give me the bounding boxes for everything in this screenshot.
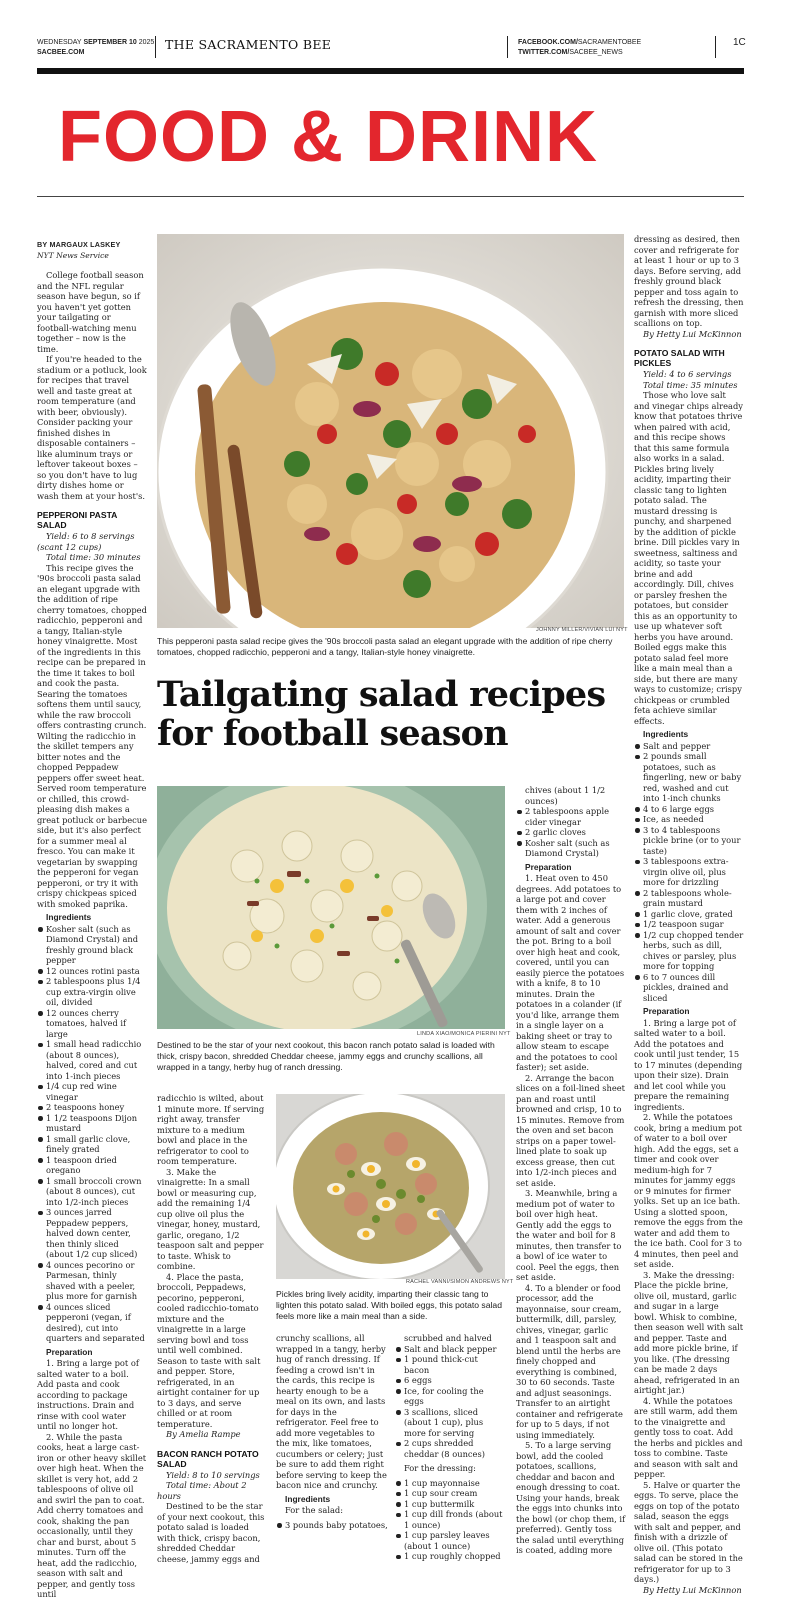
ingredient: 1/4 cup red wine vinegar xyxy=(37,1081,147,1102)
recipe-yield: Yield: 8 to 10 servings xyxy=(166,1469,260,1480)
ingredient: Ice, for cooling the eggs xyxy=(395,1386,505,1407)
ingredient: 6 to 7 ounces dill pickles, drained and sliced xyxy=(634,972,744,1004)
pasta-salad-photo xyxy=(157,234,624,628)
ingredient: 1 small garlic clove, finely grated xyxy=(37,1134,147,1155)
recipe-credit: By Amelia Rampe xyxy=(166,1429,241,1439)
ranch-photo-credit: LINDA XIAO/MONICA PIERINI NYT xyxy=(417,1031,511,1037)
prep-step: 4. While the potatoes are still warm, add them to the vinaigrette and gently toss to coat. Add the herbs and pickles and toss to combine. Taste and season with salt and pepper. xyxy=(634,1395,743,1479)
pickle-photo-caption: Pickles bring lively acidity, imparting their classic tang to lighten this potato salad. With boiled eggs, this potato salad feels more like a main meal than a side. xyxy=(276,1289,502,1321)
article-column-6 xyxy=(634,234,744,1595)
ingredients-list xyxy=(276,1520,388,1531)
ingredient: 1 cup mayonnaise xyxy=(395,1478,505,1489)
ingredient: 3 pounds baby potatoes, xyxy=(276,1520,388,1531)
prep-step: 3. Meanwhile, bring a medium pot of water to boil over high heat. Gently add the eggs to the water and boil for 8 minutes, then transfer to a bowl of ice water to cool. Peel the eggs, then set aside. xyxy=(516,1188,622,1282)
prep-step: 2. While the pasta cooks, heat a large cast-iron or other heavy skillet over high heat. When the skillet is very hot, add 2 tablespoons of olive oil and swirl the pan to coat. Add cherry tomatoes and cook, shaking the pan occasionally, until they char and burst, about 5 minutes. Turn off the heat, add the radicchio, season with salt and pepper, and gently toss until xyxy=(37,1431,147,1599)
prep-step: 3. Make the vinaigrette: In a small bowl or measuring cup, add the remaining 1/4 cup olive oil plus the vinegar, honey, mustard, garlic, oregano, 1/2 teaspoon salt and pepper to taste. Whisk to combine. xyxy=(157,1166,264,1271)
dressing-list xyxy=(516,806,626,859)
article-column-4 xyxy=(395,1333,505,1562)
recipe-title-pepperoni: PEPPERONI PASTA SALAD xyxy=(37,510,118,530)
prep-step: 1. Bring a large pot of salted water to a boil. Add pasta and cook according to package instructions. Drain and rinse with cool water until no longer hot. xyxy=(37,1358,139,1431)
preparation-heading: Preparation xyxy=(46,1346,93,1357)
intro-paragraph: College football season and the NFL regular season have begun, so if you haven't yet gotten your tailgating or football-watching menu together – now is the time. xyxy=(37,270,144,354)
ingredient: 2 teaspoons honey xyxy=(37,1102,147,1113)
recipe-title-potato-pickles: POTATO SALAD WITH PICKLES xyxy=(634,348,725,368)
for-dressing-label: For the dressing: xyxy=(404,1463,476,1473)
preparation-heading: Preparation xyxy=(643,1006,690,1016)
page-number: 1C xyxy=(733,37,746,48)
ingredient: 2 cups shredded cheddar (8 ounces) xyxy=(395,1438,505,1459)
ingredient: 1 cup roughly chopped xyxy=(395,1551,505,1562)
recipe-title-bacon-ranch: BACON RANCH POTATO SALAD xyxy=(157,1448,259,1469)
prep-step: 1. Bring a large pot of salted water to a boil. Add the potatoes and cook until just tender, 15 to 17 minutes (depending upon their size). Drain and let cool while you prepare the remaining ingredients. xyxy=(634,1017,743,1112)
prep-step: 5. To a large serving bowl, add the cooled potatoes, scallions, cheddar and bacon and enough dressing to coat. Using your hands, break the eggs into chunks into the bowl (or chop them, if preferred). Gently toss the salad until everything is coated, adding more xyxy=(516,1440,626,1555)
twitter-handle[interactable]: SACBEE_NEWS xyxy=(569,49,623,56)
ingredient: 12 ounces cherry tomatoes, halved if large xyxy=(37,1008,147,1040)
ingredient: 1 teaspoon dried oregano xyxy=(37,1155,147,1176)
prep-step: 2. While the potatoes cook, bring a medium pot of water to a boil over high. Add the eggs, set a timer and cook over medium-high for 7 minutes for jammy eggs or 9 minutes for firmer yolks. Set up an ice bath. Using a slotted spoon, remove the eggs from the water and add them to the ice bath. Cool for 3 to 4 minutes, then peel and set aside. xyxy=(634,1112,743,1269)
recipe-credit: By Hetty Lui McKinnon xyxy=(643,328,742,339)
dressing-list xyxy=(395,1478,505,1562)
recipe-time: Total time: About 2 hours xyxy=(157,1480,247,1501)
ingredient: 4 to 6 large eggs xyxy=(634,804,744,815)
prep-step: 4. Place the pasta, broccoli, Peppadews, pecorino, pepperoni, cooled radicchio-tomato mixture and the vinaigrette in a large serving bowl and toss until well combined. Season to taste with salt and pepper. Store, refrigerated, in an airtight container for up to 3 days, and serve chilled or at room temperature. xyxy=(157,1271,261,1429)
ingredient: Salt and black pepper xyxy=(395,1344,505,1355)
ingredient: 1 1/2 teaspoons Dijon mustard xyxy=(37,1113,147,1134)
article-column-5 xyxy=(516,785,626,1556)
ingredient: 2 garlic cloves xyxy=(516,827,626,838)
recipe-intro-continued: crunchy scallions, all wrapped in a tangy, herby hug of ranch dressing. If feeding a crowd isn't in the cards, this recipe is hearty enough to be a meal on its own, and lasts for days in the refrigerator. Feel free to add more vegetables to the mix, like tomatoes, cucumbers or celery; just be sure to add them right before serving to keep the bacon nice and crunchy. xyxy=(276,1333,387,1490)
ingredients-list xyxy=(395,1344,505,1460)
ingredient: 1/2 teaspoon sugar xyxy=(634,919,744,930)
ingredient: 2 tablespoons apple cider vinegar xyxy=(516,806,626,827)
twitter-link[interactable]: TWITTER.COM/ xyxy=(518,49,570,56)
ingredients-heading: Ingredients xyxy=(46,912,92,922)
ranch-potato-illustration xyxy=(157,786,505,1029)
facebook-handle[interactable]: SACRAMENTOBEE xyxy=(577,39,642,46)
header-divider xyxy=(155,36,156,58)
ingredient: 1 cup buttermilk xyxy=(395,1499,505,1510)
recipe-intro: Destined to be the star of your next cookout, this potato salad is loaded with thick, crispy bacon, shredded Cheddar cheese, jammy eggs and xyxy=(157,1501,265,1564)
ingredient: Kosher salt (such as Diamond Crystal) and freshly ground black pepper xyxy=(37,924,147,966)
article-column-2 xyxy=(157,1093,267,1564)
ingredient: 4 ounces pecorino or Parmesan, thinly shaved with a peeler, plus more for garnish xyxy=(37,1260,147,1302)
facebook-link[interactable]: FACEBOOK.COM/ xyxy=(518,39,578,46)
headline: Tailgating salad recipes for football season xyxy=(157,674,606,754)
weekday: WEDNESDAY xyxy=(37,39,82,46)
ingredient: 1 pound thick-cut bacon xyxy=(395,1354,505,1375)
ingredients-heading: Ingredients xyxy=(643,729,689,739)
byline-service: NYT News Service xyxy=(37,250,109,260)
ranch-potato-salad-photo xyxy=(157,786,505,1029)
ingredients-heading: Ingredients xyxy=(285,1493,331,1504)
recipe-time: Total time: 35 minutes xyxy=(643,379,738,390)
ingredient: 3 to 4 tablespoons pickle brine (or to your taste) xyxy=(634,825,744,857)
ingredient: 1 garlic clove, grated xyxy=(634,909,744,920)
ingredient: 1/2 cup chopped tender herbs, such as dill, chives or parsley, plus more for topping xyxy=(634,930,744,972)
ingredient-continued: chives (about 1 1/2 ounces) xyxy=(525,785,606,806)
prep-step: 2. Arrange the bacon slices on a foil-lined sheet pan and roast until browned and crisp, 10 to 15 minutes. Remove from the oven and set bacon strips on a paper towel-lined plate to soak up excess grease, then cut into 1/2-inch pieces and set aside. xyxy=(516,1072,626,1188)
intro-paragraph: If you're headed to the stadium or a potluck, look for recipes that travel well and taste great at room temperature (and with beer, obviously). Consider packing your finished dishes in disposable containers – like aluminum trays or leftover takeout boxes – so you don't have to lug dirty dishes home or wash them at your host's. xyxy=(37,354,147,501)
ingredient: 3 ounces jarred Peppadew peppers, halved down center, then thinly sliced (about 1/2 cup sliced) xyxy=(37,1207,147,1260)
pasta-photo-credit: JOHNNY MILLER/VIVIAN LUI NYT xyxy=(536,627,628,633)
recipe-time: Total time: 30 minutes xyxy=(46,552,141,562)
pickle-potato-illustration xyxy=(276,1094,505,1279)
ingredient: 3 tablespoons extra-virgin olive oil, plus more for drizzling xyxy=(634,856,744,888)
section-rule xyxy=(37,196,744,197)
byline-author: BY MARGAUX LASKEY xyxy=(37,240,121,249)
for-salad-label: For the salad: xyxy=(285,1505,344,1515)
dateline xyxy=(37,38,154,58)
prep-step: 5. Halve or quarter the eggs. To serve, place the eggs on top of the potato salad, season the eggs with salt and pepper, and finish with a drizzle of olive oil. (This potato salad can be stored in the refrigerator for up to 3 days.) xyxy=(634,1479,743,1584)
ingredient: 1 cup parsley leaves (about 1 ounce) xyxy=(395,1530,505,1551)
ingredient: Salt and pepper xyxy=(634,741,744,752)
recipe-yield: Yield: 4 to 6 servings xyxy=(643,369,732,379)
header-divider xyxy=(715,36,716,58)
pickle-photo-credit: RACHEL VANNI/SIMON ANDREWS NYT xyxy=(406,1279,514,1285)
recipe-credit: By Hetty Lui McKinnon xyxy=(643,1584,742,1595)
prep-step: 1. Heat oven to 450 degrees. Add potatoes to a large pot and cover them with 2 inches of water. Add a generous amount of salt and cover the pot. Bring to a boil over high heat and cook, covered, until you can easily pierce the potatoes with a knife, 8 to 10 minutes. Drain the potatoes in a colander (if you'd like, arrange them in a single layer on a baking sheet or tray to allow steam to escape and the potatoes to cool faster); set aside. xyxy=(516,873,625,1072)
prep-step: dressing as desired, then cover and refrigerate for at least 1 hour or up to 3 days. Before serving, add freshly ground black pepper and toss again to refresh the dressing, then garnish with more sliced scallions on top. xyxy=(634,234,744,328)
ingredient: 1 cup dill fronds (about 1 ounce) xyxy=(395,1509,505,1530)
date: SEPTEMBER 10 xyxy=(83,39,137,46)
ingredient: 1 cup sour cream xyxy=(395,1488,505,1499)
pasta-salad-illustration xyxy=(157,234,624,628)
prep-step: 3. Make the dressing: Place the pickle brine, olive oil, mustard, garlic and sugar in a large bowl. Whisk to combine, then season well with salt and pepper. Taste and add more pickle brine, if you like. (The dressing can be made 2 days ahead, refrigerated in an airtight jar.) xyxy=(634,1269,744,1395)
ingredient-continued: scrubbed and halved xyxy=(404,1333,492,1343)
ingredient: 4 ounces sliced pepperoni (vegan, if desired), cut into quarters and separated xyxy=(37,1302,147,1344)
ranch-photo-caption: Destined to be the star of your next cookout, this bacon ranch potato salad is loaded with thick, crispy bacon, shredded Cheddar cheese, jammy eggs and crunchy scallions, all wrapped in a tangy, herby hug of ranch dressing. xyxy=(157,1040,495,1072)
section-title: FOOD & DRINK xyxy=(58,97,598,177)
ingredients-list xyxy=(634,741,744,1004)
recipe-intro: Those who love salt and vinegar chips already know that potatoes thrive when paired with acid, and this recipe shows that this same formula also works in a salad. Pickles bring lively acidity, imparting their classic tang to lighten potato salad. The mustard dressing is punchy, and sharpened by the addition of pickle brine. Dill pickles vary in sweetness, saltiness and acidity, so taste your brine and add accordingly. Dill, chives or parsley freshen the potatoes, but consider this as an opportunity to use up whatever soft herbs you have around. Boiled eggs make this potato salad feel more like a main meal than a side, but there are many ways to customize; crispy chickpeas or crumbled feta achieve similar effects. xyxy=(634,390,743,726)
ingredient: Kosher salt (such as Diamond Crystal) xyxy=(516,838,626,859)
recipe-yield: Yield: 6 to 8 servings (scant 12 cups) xyxy=(37,531,135,552)
ingredient: Ice, as needed xyxy=(634,814,744,825)
preparation-heading: Preparation xyxy=(525,861,572,872)
ingredient: 1 small broccoli crown (about 8 ounces), cut into 1/2-inch pieces xyxy=(37,1176,147,1208)
ingredient: 2 tablespoons whole-grain mustard xyxy=(634,888,744,909)
ingredient: 2 pounds small potatoes, such as fingerling, new or baby red, washed and cut into 1-inch chunks xyxy=(634,751,744,804)
prep-step: 4. To a blender or food processor, add the mayonnaise, sour cream, buttermilk, dill, parsley, chives, vinegar, garlic and 1 teaspoon salt and blend until the herbs are finely chopped and everything is combined, 30 to 60 seconds. Taste and adjust seasonings. Transfer to an airtight container and refrigerate for up to 5 days, if not using immediately. xyxy=(516,1282,623,1440)
year: 2025 xyxy=(138,39,155,46)
ingredient: 1 small head radicchio (about 8 ounces), halved, cored and cut into 1-inch pieces xyxy=(37,1039,147,1081)
ingredients-list xyxy=(37,924,147,1344)
header-rule xyxy=(37,68,744,74)
article-column-3 xyxy=(276,1333,388,1530)
article-column-1 xyxy=(37,240,147,1600)
pickle-potato-salad-photo xyxy=(276,1094,505,1279)
recipe-intro: This recipe gives the '90s broccoli pasta salad an elegant upgrade with the addition of ripe cherry tomatoes, chopped radicchio, pepperoni and a tangy, Italian-style honey vinaigrette. Most of the ingredients in this recipe can be prepared in the time it takes to boil and cook the pasta. Searing the tomatoes softens them until saucy, while the raw broccoli offers contrasting crunch. Wilting the radicchio in the skillet tempers any bitter notes and the chopped Peppadew peppers offer sweet heat. Served room temperature or chilled, this crowd-pleasing dish makes a great potluck or barbecue side, but it's also perfect for a summer meal al fresco. You can make it vegetarian by swapping the pepperoni for vegan pepperoni, or try it with crispy chickpeas spiced with smoked paprika. xyxy=(37,562,147,909)
pasta-photo-caption: This pepperoni pasta salad recipe gives the '90s broccoli pasta salad an elegant upgrade with the addition of ripe cherry tomatoes, chopped radicchio, pepperoni and a tangy, Italian-style honey vinaigrette. xyxy=(157,636,613,657)
newspaper-name: THE SACRAMENTO BEE xyxy=(165,37,332,52)
ingredient: 12 ounces rotini pasta xyxy=(37,966,147,977)
site-link[interactable]: SACBEE.COM xyxy=(37,49,85,56)
ingredient: 3 scallions, sliced (about 1 cup), plus more for serving xyxy=(395,1407,505,1439)
header-divider xyxy=(507,36,508,58)
prep-step: radicchio is wilted, about 1 minute more. If serving right away, transfer mixture to a medium bowl and place in the refrigerator to cool to room temperature. xyxy=(157,1093,265,1166)
ingredient: 6 eggs xyxy=(395,1375,505,1386)
ingredient: 2 tablespoons plus 1/4 cup extra-virgin olive oil, divided xyxy=(37,976,147,1008)
social-links xyxy=(518,38,641,58)
